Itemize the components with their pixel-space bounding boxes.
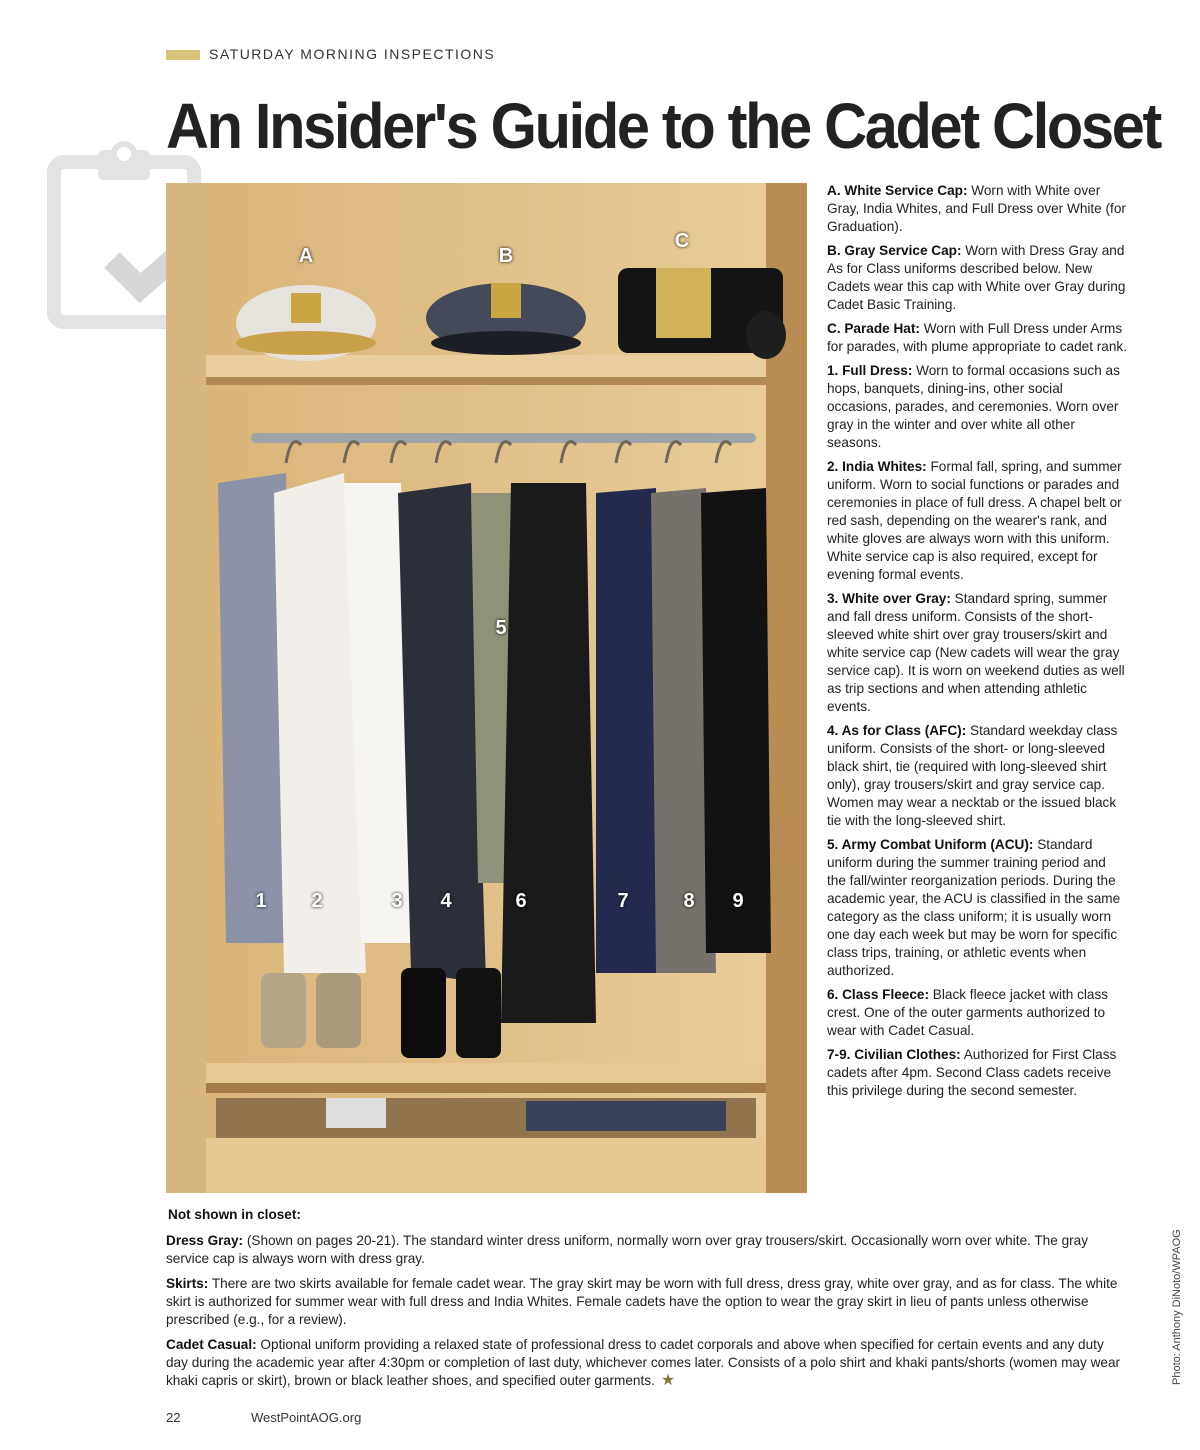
closet-photo xyxy=(166,183,807,1193)
entry-term: C. Parade Hat: xyxy=(827,321,920,336)
entry-india-whites xyxy=(827,458,1127,584)
parade-hat xyxy=(618,268,786,359)
photo-label-5: 5 xyxy=(495,617,507,639)
star-icon: ★ xyxy=(660,1372,676,1389)
not-shown-heading: Not shown in closet: xyxy=(168,1207,301,1222)
entry-gray-service-cap xyxy=(827,242,1127,314)
white-service-cap xyxy=(236,285,376,361)
photo-label-6: 6 xyxy=(515,890,527,912)
entry-term: 5. Army Combat Uniform (ACU): xyxy=(827,837,1034,852)
entry-text: Worn to formal occasions such as hops, banquets, dining-ins, other social occasions, parades, and ceremonies. Worn over gray in the winter and over white all other seasons. xyxy=(827,363,1120,450)
entry-text: Worn with Dress Gray and As for Class uniforms described below. New Cadets wear this cap with White over Gray during Cadet Basic Training. xyxy=(827,243,1126,312)
section-accent-bar xyxy=(166,50,200,60)
photo-label-7: 7 xyxy=(617,890,629,912)
entry-text: Black fleece jacket with class crest. One of the outer garments authorized to wear with Cadet Casual. xyxy=(827,987,1109,1038)
entry-text: Standard weekday class uniform. Consists of the short- or long-sleeved black shirt, tie (required with long-sleeved shirt only), gray trousers/skirt and gray service cap. Women may wear a necktab or the issued black tie with the long-sleeved shirt. xyxy=(827,723,1118,828)
entry-white-service-cap xyxy=(827,182,1127,236)
entry-text: Optional uniform providing a relaxed state of professional dress to cadet corporals and above when specified for certain events and any duty day during the academic year after 4:30pm or completion of last duty, whichever comes later. Consists of a polo shirt and khaki pants/shorts (women may wear khaki capris or skirt), brown or black leather shoes, and specified outer garments. xyxy=(166,1337,1121,1388)
photo-label-1: 1 xyxy=(255,890,267,912)
photo-label-4: 4 xyxy=(440,890,452,912)
entry-term: 7-9. Civilian Clothes: xyxy=(827,1047,961,1062)
entry-text: Standard uniform during the summer training period and the fall/winter reorganization periods. During the academic year, the ACU is classified in the same category as the class uniform; it is usually worn one day each week but may be worn for specific class trips, training, or athletic events when authorized. xyxy=(827,837,1121,978)
entry-as-for-class xyxy=(827,722,1127,830)
entry-term: 6. Class Fleece: xyxy=(827,987,930,1002)
entry-term: 3. White over Gray: xyxy=(827,591,951,606)
entry-text: There are two skirts available for female cadet wear. The gray skirt may be worn with full dress, dress gray, white over gray, and as for class. The white skirt is authorized for summer wear with full dress and India Whites. Female cadets have the option to wear the gray skirt in lieu of pants unless otherwise prescribed (e.g., for a review). xyxy=(166,1276,1118,1327)
entry-text: Worn with Full Dress under Arms for parades, with plume appropriate to cadet rank. xyxy=(827,321,1127,354)
entry-text: Standard spring, summer and fall dress uniform. Consists of the short-sleeved white shirt over gray trousers/skirt and white service cap (New cadets will wear the gray service cap). It is worn on weekend duties as well as trip sections and when attending athletic events. xyxy=(827,591,1125,714)
page-title: An Insider's Guide to the Cadet Closet xyxy=(166,90,1160,162)
entry-text: Worn with White over Gray, India Whites, and Full Dress over White (for Graduation). xyxy=(827,183,1126,234)
entry-term: Cadet Casual: xyxy=(166,1337,257,1352)
photo-label-3: 3 xyxy=(391,890,403,912)
entry-cadet-casual xyxy=(166,1336,1126,1390)
entry-term: Dress Gray: xyxy=(166,1233,244,1248)
entry-term: B. Gray Service Cap: xyxy=(827,243,962,258)
entry-dress-gray xyxy=(166,1232,1126,1268)
uniform-definitions xyxy=(827,182,1127,1106)
entry-text: (Shown on pages 20-21). The standard winter dress uniform, normally worn over gray trousers/skirt. Occasionally worn over white. The gray service cap is always worn with dress gray. xyxy=(166,1233,1089,1266)
entry-civilian-clothes xyxy=(827,1046,1127,1100)
entry-term: 1. Full Dress: xyxy=(827,363,913,378)
photo-label-b: B xyxy=(498,245,514,267)
not-shown-section xyxy=(166,1206,1126,1397)
entry-skirts xyxy=(166,1275,1126,1329)
photo-credit: Photo: Anthony DiNoto/WPAOG xyxy=(1171,1229,1183,1385)
photo-label-9: 9 xyxy=(732,890,744,912)
entry-army-combat-uniform xyxy=(827,836,1127,980)
footer-website: WestPointAOG.org xyxy=(251,1410,362,1425)
entry-white-over-gray xyxy=(827,590,1127,716)
entry-parade-hat xyxy=(827,320,1127,356)
entry-term: A. White Service Cap: xyxy=(827,183,968,198)
entry-term: 4. As for Class (AFC): xyxy=(827,723,967,738)
photo-label-c: C xyxy=(674,230,690,252)
entry-full-dress xyxy=(827,362,1127,452)
entry-term: Skirts: xyxy=(166,1276,209,1291)
entry-text: Formal fall, spring, and summer uniform. Worn to social functions or parades and ceremonies in place of full dress. A chapel belt or red sash, depending on the wearer's rank, and white gloves are always worn with this uniform. White service cap is also required, except for evening formal events. xyxy=(827,459,1122,582)
entry-class-fleece xyxy=(827,986,1127,1040)
entry-text: Authorized for First Class cadets after 4pm. Second Class cadets receive this privilege during the second semester. xyxy=(827,1047,1117,1098)
photo-label-2: 2 xyxy=(311,890,323,912)
entry-term: 2. India Whites: xyxy=(827,459,927,474)
photo-label-a: A xyxy=(298,245,314,267)
gray-service-cap xyxy=(426,283,586,355)
section-label: SATURDAY MORNING INSPECTIONS xyxy=(209,46,496,62)
page-number: 22 xyxy=(166,1410,181,1425)
photo-label-8: 8 xyxy=(683,890,695,912)
